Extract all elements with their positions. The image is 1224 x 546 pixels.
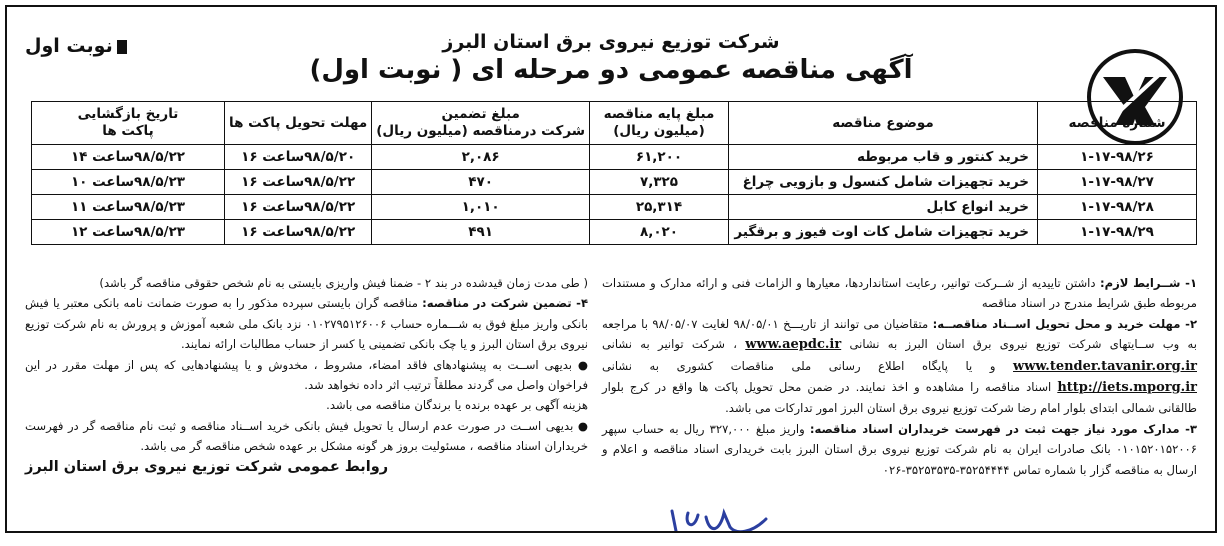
company-name: شرکت توزیع نیروی برق استان البرز bbox=[442, 31, 780, 53]
condition-2 bbox=[602, 314, 1197, 419]
cell-number: ۱-۱۷-۹۸/۲۸ bbox=[1038, 195, 1197, 220]
cell-number: ۱-۱۷-۹۸/۲۶ bbox=[1038, 145, 1197, 170]
cell-delivery: ۹۸/۵/۲۲ساعت ۱۶ bbox=[225, 195, 372, 220]
aepdc-link[interactable]: www.aepdc.ir bbox=[745, 337, 842, 353]
cell-delivery: ۹۸/۵/۲۲ساعت ۱۶ bbox=[225, 220, 372, 245]
condition-2-text-b: ، شرکت توانیر به نشانی bbox=[602, 337, 746, 352]
round-badge-text: نوبت اول bbox=[25, 35, 113, 57]
condition-2-text-a: متقاضیان می توانند از تاریـــخ ۹۸/۰۵/۰۱ لغایت ۹۸/۰۵/۰۷ با مراجعه به وب ســایتهای شرکت توزیع نیروی برق استان البرز به نشانی bbox=[602, 316, 1198, 352]
conditions-right-column bbox=[602, 273, 1197, 480]
condition-2-text-d: اسناد مناقصه را مشاهده و اخذ نمایند. در ضمن محل تحویل پاکت ها واقع در کرج بلوار طالقانی شمالی ابتدای بلوار امام رضا شرکت توزیع نیروی برق استان البرز امور تدارکات می باشد. bbox=[602, 380, 1197, 416]
condition-1 bbox=[602, 273, 1197, 314]
condition-3-label: ۳- مدارک مورد نیاز جهت ثبت در فهرست خریداران اسناد مناقصه: bbox=[809, 421, 1197, 436]
iets-link[interactable]: http://iets.mporg.ir bbox=[1057, 380, 1197, 396]
table-row bbox=[32, 170, 1197, 195]
cell-base-price: ۶۱,۲۰۰ bbox=[590, 145, 729, 170]
bullet-2: هزینه آگهی بر عهده برنده یا برندگان مناقصه می باشد. bbox=[326, 398, 588, 413]
table-row bbox=[32, 220, 1197, 245]
conditions-left-column bbox=[25, 273, 588, 477]
condition-4-label: ۴- تضمین شرکت در مناقصه: bbox=[422, 296, 589, 311]
cell-guarantee: ۴۹۱ bbox=[372, 220, 590, 245]
handwritten-number-icon bbox=[662, 505, 782, 533]
tender-advertisement bbox=[5, 5, 1217, 533]
cell-number: ۱-۱۷-۹۸/۲۷ bbox=[1038, 170, 1197, 195]
table-header-row bbox=[32, 102, 1197, 145]
cell-base-price: ۸,۰۲۰ bbox=[590, 220, 729, 245]
badge-bar bbox=[117, 40, 127, 54]
table-row bbox=[32, 195, 1197, 220]
cell-subject: خرید تجهیزات شامل کنسول و بازویی چراغ bbox=[729, 170, 1038, 195]
cell-opening: ۹۸/۵/۲۳ساعت ۱۰ bbox=[32, 170, 225, 195]
cell-guarantee: ۱,۰۱۰ bbox=[372, 195, 590, 220]
cell-base-price: ۷,۳۲۵ bbox=[590, 170, 729, 195]
cell-opening: ۹۸/۵/۲۳ساعت ۱۱ bbox=[32, 195, 225, 220]
cell-subject: خرید تجهیزات شامل کات اوت فیوز و برقگیر bbox=[729, 220, 1038, 245]
tavanir-link[interactable]: www.tender.tavanir.org.ir bbox=[1013, 358, 1197, 374]
cell-delivery: ۹۸/۵/۲۲ساعت ۱۶ bbox=[225, 170, 372, 195]
header-guarantee: مبلغ تضمین شرکت درمناقصه (میلیون ریال) bbox=[372, 102, 590, 145]
condition-3-text: واریز مبلغ ۳۲۷,۰۰۰ ریال به حساب سپهر ۰۱۰۱۵۲۰۱۵۲۰۰۶ بانک صادرات ایران به نام شرکت توزیع نیروی برق استان البرز بابت خریداری اسناد مناقصه و اعلام و ارسال به مناقصه گزار با شماره تماس ۳۵۲۵۴۴۴۴-۳۵۲۵۳۵۳۵-۰۲۶ bbox=[602, 421, 1197, 477]
header-number: شماره مناقصه bbox=[1038, 102, 1197, 145]
table-row bbox=[32, 145, 1197, 170]
header-opening: تاریخ بازگشایی پاکت ها bbox=[32, 102, 225, 145]
cell-number: ۱-۱۷-۹۸/۲۹ bbox=[1038, 220, 1197, 245]
round-badge bbox=[25, 35, 127, 57]
condition-2-text-c: و یا پایگاه اطلاع رسانی ملی مناقصات کشوری به نشانی bbox=[602, 358, 1014, 373]
condition-1-label: ۱- شــرایط لازم: bbox=[1099, 276, 1198, 290]
cell-base-price: ۲۵,۳۱۴ bbox=[590, 195, 729, 220]
cell-opening: ۹۸/۵/۲۲ساعت ۱۴ bbox=[32, 145, 225, 170]
signature: روابط عمومی شرکت توزیع نیروی برق استان البرز bbox=[25, 458, 389, 475]
condition-4-text: مناقصه گران بایستی سپرده مذکور را به صورت ضمانت نامه بانکی معتبر یا فیش بانکی واریز مبلغ فوق به شـــماره حساب ۰۱۰۲۷۹۵۱۲۶۰۰۶ نزد بانک ملی شعبه آموزش و پرورش به نام شرکت توزیع نیروی برق استان البرز و یا چک بانکی تضمینی یا کسر از حساب مطالبات ارائه نمایند. bbox=[25, 296, 588, 352]
cell-guarantee: ۴۷۰ bbox=[372, 170, 590, 195]
ad-title: آگهی مناقصه عمومی دو مرحله ای ( نوبت اول) bbox=[309, 55, 913, 85]
header-subject: موضوع مناقصه bbox=[729, 102, 1038, 145]
cell-delivery: ۹۸/۵/۲۰ساعت ۱۶ bbox=[225, 145, 372, 170]
cell-opening: ۹۸/۵/۲۳ساعت ۱۲ bbox=[32, 220, 225, 245]
bullet-1: ● بدیهی اســت به پیشنهادهای فاقد امضاء، مشروط ، مخدوش و یا پیشنهادهایی که پس از مهلت مقرر در این فراخوان واصل می گردند مطلقاً ترتیب اثر داده نخواهد شد. bbox=[25, 357, 588, 393]
header-base-price: مبلغ پایه مناقصه (میلیون ریال) bbox=[590, 102, 729, 145]
cell-guarantee: ۲,۰۸۶ bbox=[372, 145, 590, 170]
bullet-3: ● بدیهی اســت در صورت عدم ارسال یا تحویل فیش بانکی خرید اســناد مناقصه و ثبت نام مناقصه گر در فهرست خریداران اسناد مناقصه ، مسئولیت بروز هر گونه مشکل بر عهده شخص مناقصه گر می باشد. bbox=[25, 418, 588, 454]
header-delivery: مهلت تحویل پاکت ها bbox=[225, 102, 372, 145]
header bbox=[147, 31, 1075, 85]
condition-2-label: ۲- مهلت خرید و محل تحویل اســناد مناقصــه: bbox=[932, 316, 1198, 331]
condition-note: ( طی مدت زمان قیدشده در بند ۲ - ضمنا فیش واریزی بایستی به نام شخص حقوقی مناقصه گر باشد) bbox=[99, 276, 588, 290]
condition-1-text: داشتن تاییدیه از شــرکت توانیر، رعایت استانداردها، معیارها و الزامات فنی و ارائه مدارک و مستندات مربوطه طبق شرایط مندرج در اسناد مناقصه bbox=[602, 276, 1197, 311]
condition-4 bbox=[25, 293, 588, 354]
cell-subject: خرید انواع کابل bbox=[729, 195, 1038, 220]
tenders-table bbox=[31, 101, 1197, 245]
cell-subject: خرید کنتور و قاب مربوطه bbox=[729, 145, 1038, 170]
condition-3 bbox=[602, 419, 1197, 480]
